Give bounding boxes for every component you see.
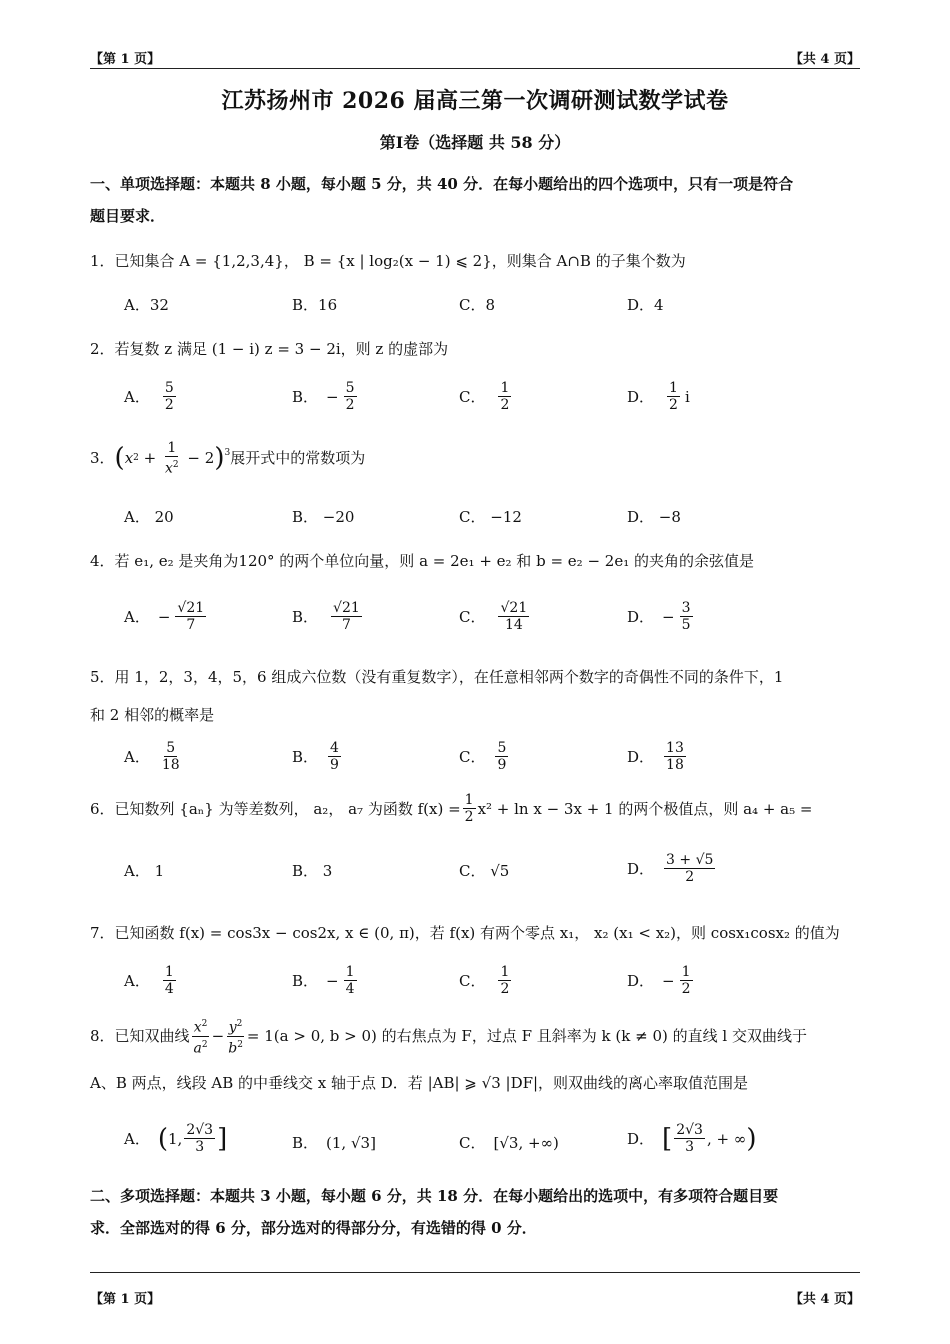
option-c: C． $\frac{1}{2}$ [459,964,510,997]
question-5-stem: 5．用 1，2，3，4，5，6 组成六位数（没有重复数字），在任意相邻两个数字的奇偶性不同的条件下，1 [90,668,784,686]
option-a: A． $\frac{5}{18}$ [124,740,180,773]
option-b: B．16 [292,296,338,314]
page-footer [90,1288,860,1307]
option-d: D．4 [627,296,664,314]
option-a: A．32 [124,296,169,314]
option-d: D． [ $\frac{2√3}{3}$ , + ∞ ) [627,1122,757,1155]
header-rule [90,68,860,69]
option-d: D． $\frac{3 + √5}{2}$ [627,852,714,885]
exam-title: 江苏扬州市 2026 届高三第一次调研测试数学试卷 [221,88,729,114]
question-3-stem: 3． ( x 2 + $\frac{1}{x^2}$ − 2 ) $^3$ 展开式中的常数项为 [90,440,366,477]
option-b: B． (1, √3] [292,1133,376,1152]
section2-heading: 二、多项选择题：本题共 3 小题，每小题 6 分，共 18 分．在每小题给出的选项中，有多项符合题目要 求．全部选对的得 6 分，部分选对的得部分分，有选错的得 0 分． [90,1187,779,1237]
footer-page-number: 【第 1 页】 [90,1292,161,1307]
option-d: D． −8 [627,508,681,526]
option-c: C． $\frac{5}{9}$ [459,740,507,773]
option-a: A． ( 1, $\frac{2√3}{3}$ ] [124,1122,228,1155]
question-4-stem: 4．若 e₁, e₂ 是夹角为120° 的两个单位向量，则 a = 2e₁ + e₂ 和 b = e₂ − 2e₁ 的夹角的余弦值是 [90,552,754,570]
option-a: A． − $\frac{√21}{7}$ [124,600,205,633]
page-header [90,48,860,67]
exam-subtitle: 第Ⅰ卷（选择题 共 58 分） [379,133,571,152]
option-c: C． $\frac{√21}{14}$ [459,600,528,633]
option-a: A． $\frac{5}{2}$ [124,380,174,413]
option-d: D． − $\frac{1}{2}$ [627,964,691,997]
option-b: B． − $\frac{1}{4}$ [292,964,355,997]
footer-page-total: 【共 4 页】 [789,1292,860,1307]
option-c: C． √5 [459,862,510,880]
question-8-stem-line2: A、B 两点，线段 AB 的中垂线交 x 轴于点 D．若 |AB| ⩾ √3 |DF|，则双曲线的离心率取值范围是 [90,1074,749,1092]
option-a: A． 20 [124,508,174,526]
option-b: B． − $\frac{5}{2}$ [292,380,355,413]
question-6-stem: 6．已知数列 {aₙ} 为等差数列， a₂， a₇ 为函数 f(x) = $\frac{1}{2}$ x² + ln x − 3x + 1 的两个极值点，则 a₄ + a₅ = [90,792,813,825]
header-page-number: 【第 1 页】 [90,52,161,67]
option-a: A． $\frac{1}{4}$ [124,964,174,997]
option-c: C． −12 [459,508,522,526]
question-7-stem: 7．已知函数 f(x) = cos3x − cos2x, x ∈ (0, π)，若 f(x) 有两个零点 x₁， x₂ (x₁ < x₂)，则 cosx₁cosx₂ 的值为 [90,924,840,942]
footer-rule [90,1272,860,1273]
option-c: C． $\frac{1}{2}$ [459,380,510,413]
question-5-stem-line2: 和 2 相邻的概率是 [90,706,215,724]
option-d: D． − $\frac{3}{5}$ [627,600,691,633]
header-page-total: 【共 4 页】 [789,52,860,67]
section1-heading: 一、单项选择题：本题共 8 小题，每小题 5 分，共 40 分．在每小题给出的四个选项中，只有一项是符合 题目要求． [90,175,794,225]
question-1-stem: 1．已知集合 A = {1,2,3,4}， B = {x | log₂(x − 1) ⩽ 2}，则集合 A∩B 的子集个数为 [90,252,686,270]
option-c: C． [√3, +∞) [459,1133,559,1152]
option-b: B． $\frac{4}{9}$ [292,740,339,773]
option-b: B． 3 [292,862,333,880]
option-a: A． 1 [124,862,165,880]
question-2-stem: 2．若复数 z 满足 (1 − i) z = 3 − 2i，则 z 的虚部为 [90,340,449,358]
option-b: B． −20 [292,508,355,526]
option-d: D． $\frac{1}{2}$ i [627,380,690,413]
question-8-stem: 8．已知双曲线 $\frac{x^2}{a^2}$ − $\frac{y^2}{b^2}$ = 1(a > 0, b > 0) 的右焦点为 F，过点 F 且斜率为 k (k ≠ 0) 的直线 l 交双曲线于 [90,1016,865,1056]
option-b: B． $\frac{√21}{7}$ [292,600,360,633]
option-c: C．8 [459,296,496,314]
option-d: D． $\frac{13}{18}$ [627,740,684,773]
